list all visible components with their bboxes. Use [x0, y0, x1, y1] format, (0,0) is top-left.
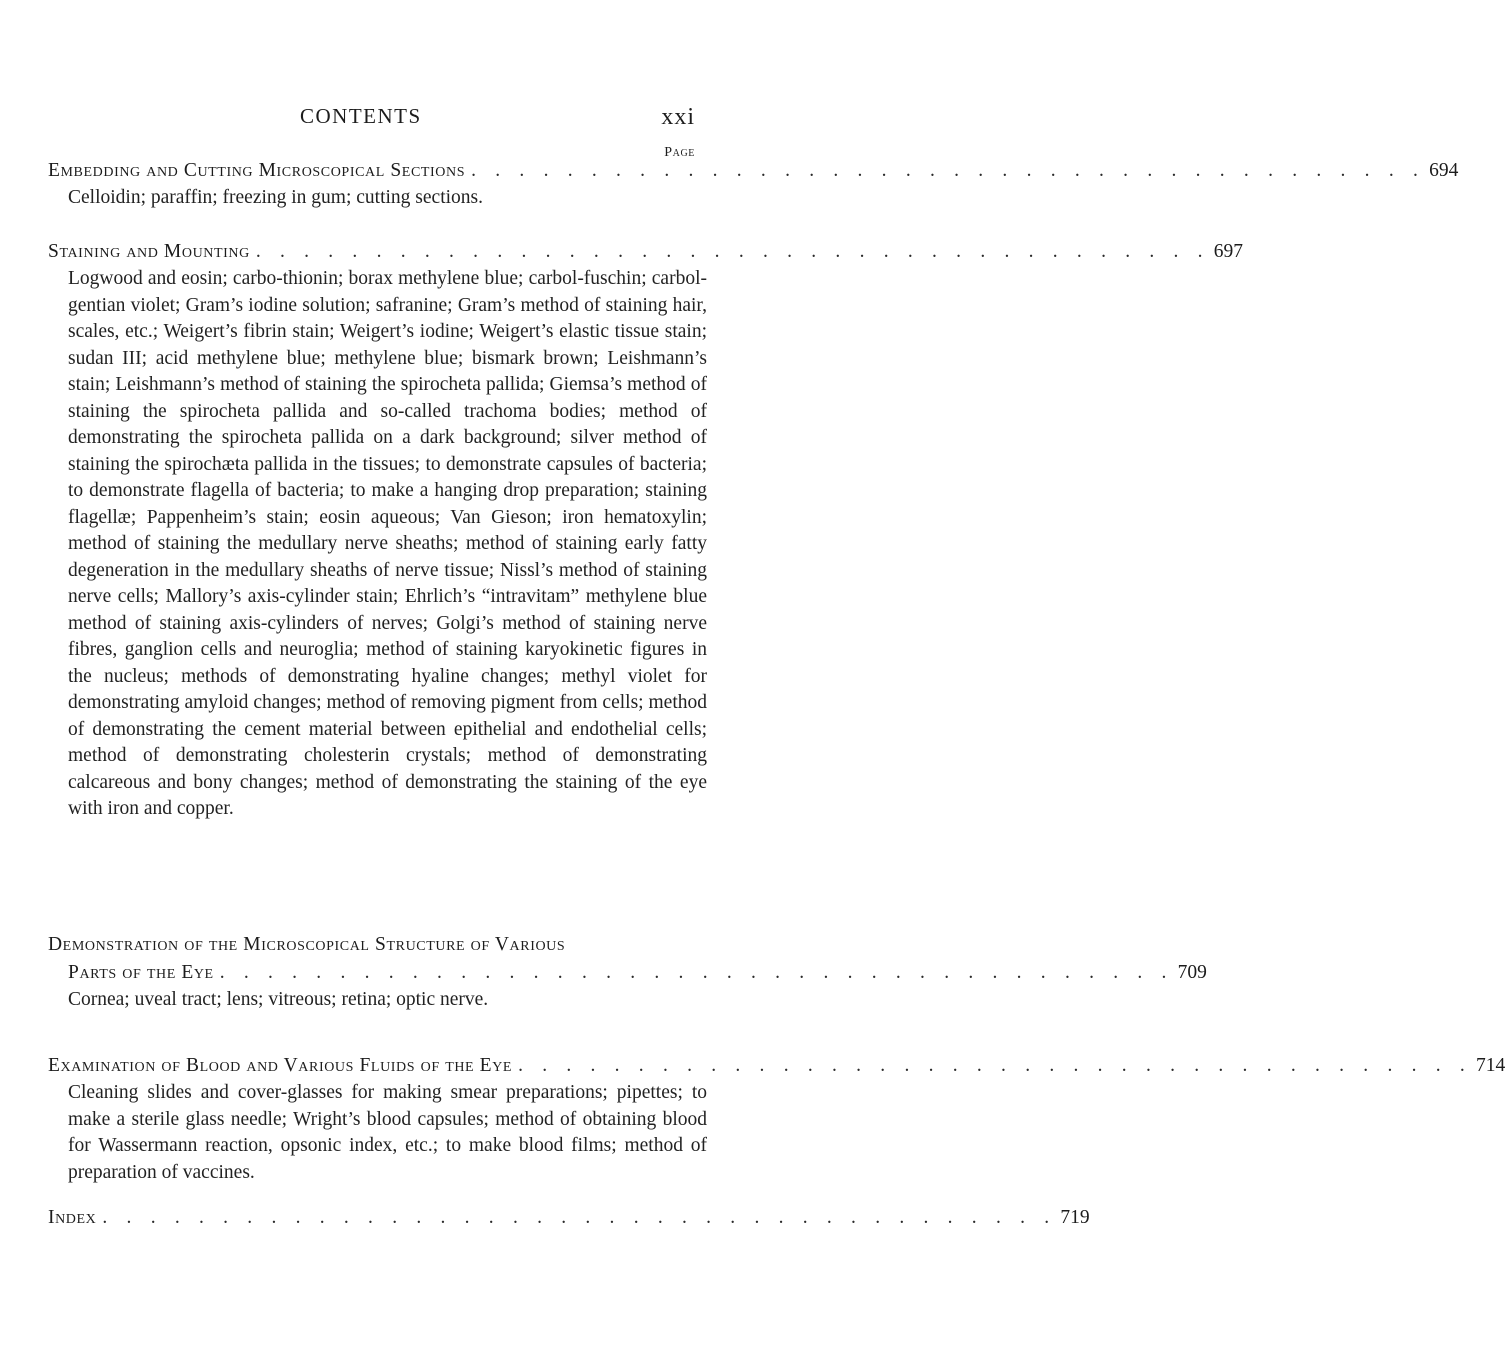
leader-dots: . . . . . . . . . . . . . . . . . . . . . . . . . . . . . . . . . . . . . . . .: [102, 1207, 1057, 1228]
toc-description: Cleaning slides and cover-glasses for making smear preparations; pipettes; to make a sterile glass needle; Wright’s blood capsules; method of obtaining blood for Wassermann reaction, opsonic index, etc.; to make blood films; method of preparation of vaccines.: [68, 1082, 707, 1183]
running-title: CONTENTS: [300, 104, 422, 128]
toc-page-number: 694: [1429, 160, 1459, 181]
toc-heading: Embedding and Cutting Microscopical Sections: [48, 160, 466, 181]
toc-heading: Examination of Blood and Various Fluids of the Eye: [48, 1055, 513, 1076]
toc-heading: Demonstration of the Microscopical Structure of Various: [48, 934, 566, 955]
running-head: [0, 104, 801, 134]
toc-entry-index: [48, 1204, 1090, 1232]
toc-heading: Index: [48, 1207, 97, 1228]
toc-entry-demonstration: [48, 931, 1207, 1014]
page-folio: xxi: [661, 104, 695, 130]
toc-heading-line: [48, 1204, 1090, 1232]
toc-heading-line: [48, 931, 707, 959]
toc-description: Celloidin; paraffin; freezing in gum; cutting sections.: [68, 187, 484, 208]
toc-page-number: 714: [1476, 1055, 1505, 1076]
toc-entry-staining: [48, 238, 1244, 823]
leader-dots: . . . . . . . . . . . . . . . . . . . . . . . . . . . . . . . . . . . . . . . .: [219, 962, 1174, 983]
toc-heading-line: [48, 157, 1459, 185]
toc-page-number: 709: [1177, 962, 1207, 983]
toc-heading-line: [48, 959, 1207, 987]
toc-description: Cornea; uveal tract; lens; vitreous; retina; optic nerve.: [68, 989, 489, 1010]
leader-dots: . . . . . . . . . . . . . . . . . . . . . . . . . . . . . . . . . . . . . . . .: [255, 241, 1210, 262]
page-column-label: Page: [664, 145, 695, 160]
toc-entry-embedding: [48, 157, 1459, 212]
toc-heading-line: [48, 238, 1244, 266]
toc-heading-continued: Parts of the Eye: [68, 962, 214, 983]
leader-dots: . . . . . . . . . . . . . . . . . . . . . . . . . . . . . . . . . . . . . . . .: [518, 1055, 1472, 1076]
toc-heading: Staining and Mounting: [48, 241, 250, 262]
leader-dots: . . . . . . . . . . . . . . . . . . . . . . . . . . . . . . . . . . . . . . . .: [471, 160, 1426, 181]
toc-heading-line: [48, 1052, 1505, 1080]
toc-page-number: 697: [1213, 241, 1244, 262]
toc-description: Logwood and eosin; carbo-thionin; borax methylene blue; carbol-fuschin; carbol-gentian violet; Gram’s iodine solution; safranine; Gram’s method of staining hair, scales, etc.; Weigert’s fibrin stain; Weigert’s iodine; Weigert’s elastic tissue stain; sudan III; acid methylene blue; methylene blue; bismark brown; Leishmann’s stain; Leishmann’s method of staining the spirocheta pallida; Giemsa’s method of staining the spirocheta pallida and so-called trachoma bodies; method of demonstrating the spirocheta pallida on a dark background; silver method of staining the spirochæta pallida in the tissues; to demonstrate capsules of bacteria; to demonstrate flagella of bacteria; to make a hanging drop preparation; staining flagellæ; Pappenheim’s stain; eosin aqueous; Van Gieson; iron hematoxylin; method of staining the medullary nerve sheaths; method of staining early fatty degeneration in the medullary sheaths of nerve tissue; Nissl’s method of staining nerve cells; Mallory’s axis-cylinder stain; Ehrlich’s “intravitam” methylene blue method of staining axis-cylinders of nerves; Golgi’s method of staining nerve fibres, ganglion cells and neuroglia; method of staining karyokinetic figures in the nucleus; methods of demonstrating hyaline changes; methyl violet for demonstrating amyloid changes; method of removing pigment from cells; method of demonstrating the cement material between epithelial and endothelial cells; method of demonstrating cholesterin crystals; method of demonstrating calcareous and bony changes; method of demonstrating the staining of the eye with iron and copper.: [68, 268, 707, 819]
toc-entry-examination: [48, 1052, 1505, 1186]
toc-page-number: 719: [1060, 1207, 1090, 1228]
